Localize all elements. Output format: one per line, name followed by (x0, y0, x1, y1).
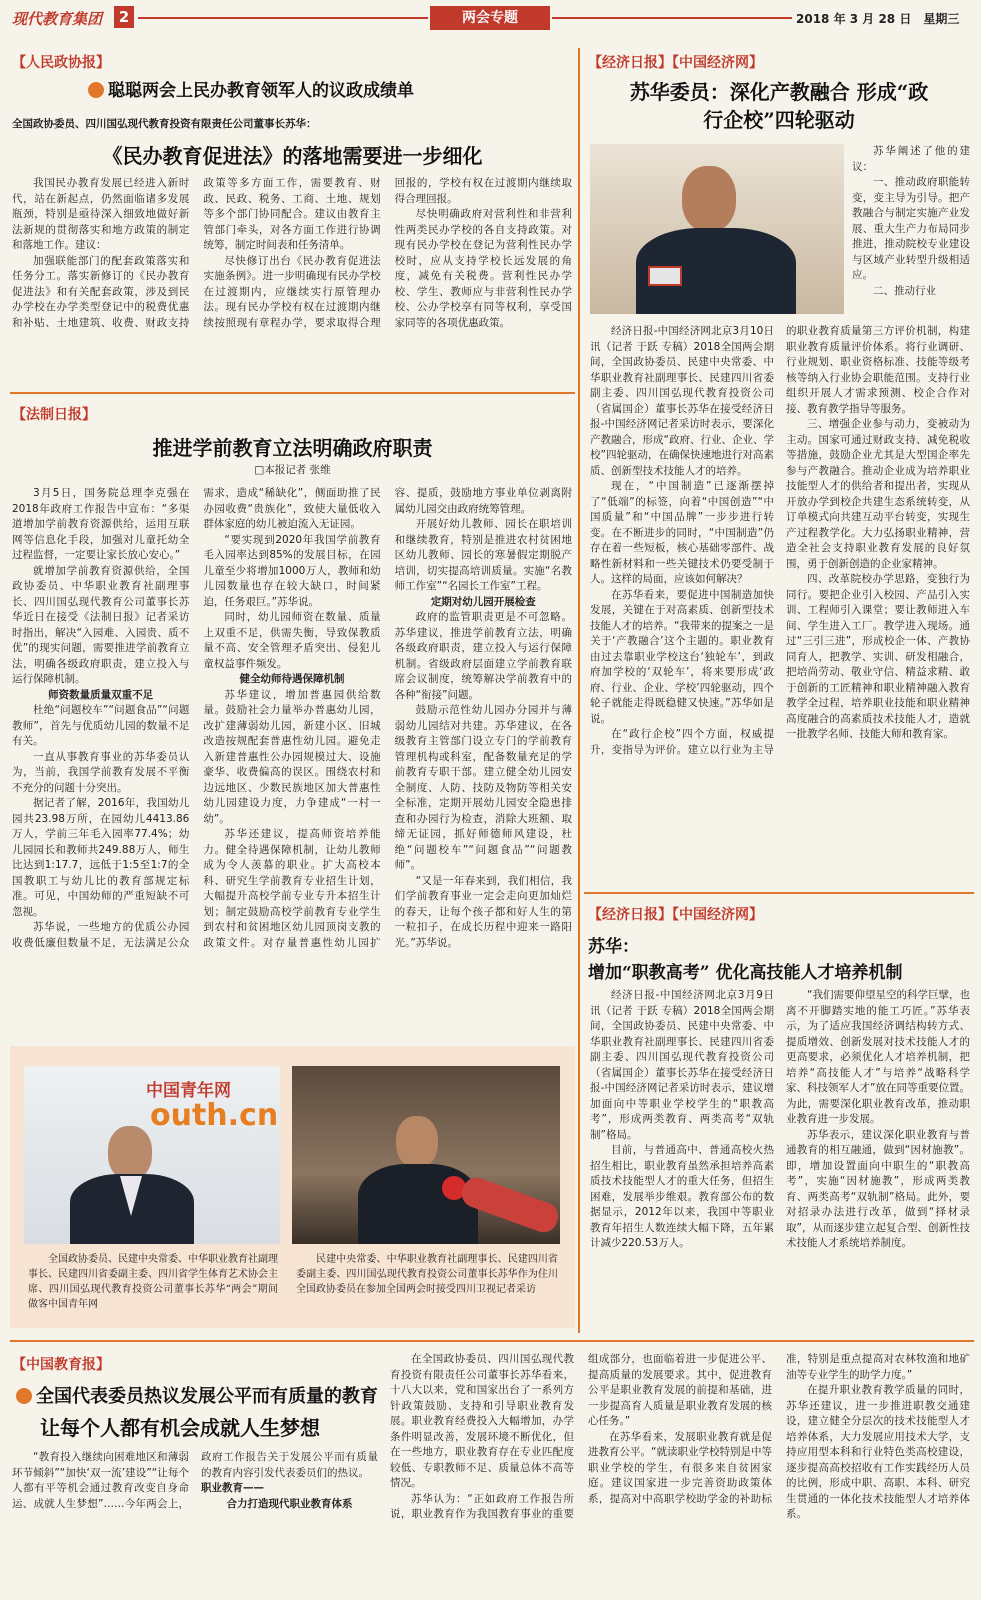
header-rule-left (138, 17, 428, 19)
photo-caption-1: 全国政协委员、民建中央常委、中华职业教育社副理事长、民建四川省委副主委、四川省学生体育艺术协会主席、四川国弘现代教育投资公司董事长苏华“两会”期间做客中国青年网 (28, 1254, 278, 1310)
person-head (682, 166, 736, 232)
paragraph: 尽快修订出台《民办教育促进法实施条例》。进一步明确现有民办学校在过渡期内，应继续实行原管理办法。现有民办学校有权在过渡期内继续按照现有章程办学，要求取得合理回报的，学校有权在过渡期内继续取得合理回报。 (203, 177, 572, 329)
paragraph: 3月5日，国务院总理李克强在2018年政府工作报告中宣布：“多渠道增加学前教育资源供给，运用互联网等信息化手段，加强对儿童托幼全过程监督，一定要让家长放心安心。” (12, 487, 190, 561)
article-source: 【经济日报】【中国经济网】 (588, 55, 763, 71)
paragraph: 在苏华看来，发展职业教育就是促进教育公平。“就读职业学校特别是中等职业学校的学生，有很多来自贫困家庭。建议国家进一步完善资助政策体系，提高对中高职学校助学金的补助标准，特别是重点提高对农林牧渔和地矿油等专业学生的助学力度。” (588, 1353, 970, 1505)
article-body (12, 176, 572, 386)
paragraph: 尽快明确政府对营利性和非营利性两类民办学校的各自支持政策。对现有民办学校在登记为营利性民办学校时，应从支持学校长远发展的角度，减免有关税费。营利性民办学校、学生、教师应与非营利性民办学校、公办学校享有同等权利，享受国家同等的各项优惠政策。 (394, 208, 572, 329)
photo-box (10, 1046, 575, 1328)
paragraph: 经济日报-中国经济网北京3月9日讯（记者 于跃 专稿）2018全国两会期间，全国政协委员、民建中央常委、中华职业教育社副理事长、民建四川省委副主委、四川国弘现代教育投资公司（省属国企）董事长苏华在接受经济日报-中国经济网记者采访时表示，建议增加面向中等职业学校学生的“职教高考”，形成两类教育、两类高考“双轨制”格局。 (590, 989, 774, 1141)
section-divider (10, 1340, 974, 1342)
paragraph: 同时，幼儿园师资在数量、质量上双重不足，供需失衡，导致保教质量不高、安全管理矛盾突出、侵犯儿童权益事件频发。 (203, 611, 381, 670)
masthead: 现代教育集团 (12, 10, 103, 28)
photo-caption-2: 民建中央常委、中华职业教育社副理事长、民建四川省委副主委、四川国弘现代教育投资公司董事长苏华作为住川全国政协委员在参加全国两会时接受四川卫视记者采访 (296, 1254, 558, 1295)
paragraph: 开展好幼儿教师、园长在职培训和继续教育，特别是推进农村贫困地区幼儿教师、园长的寒暑假定期脱产培训，切实提高培训质量。实施“名教师工作室”“名园长工作室”工程。 (394, 518, 572, 592)
side-column (852, 144, 970, 316)
paragraph: 在提升职业教育教学质量的同时，苏华还建议，进一步推进职教交通建设，建立健全分层次的技术技能型人才培养体系，大力发展应用技术大学，支持应用型本科和行业特色类高校建设，逐步提高高校招收有工作实践经历人员的比例，形成中职、高职、本科、研究生贯通的一体化技术技能型人才培养体系。 (786, 1384, 970, 1520)
title-text: 全国代表委员热议发展公平而有质量的教育 (36, 1386, 378, 1407)
subheading: 合力打造现代职业教育体系 (226, 1497, 353, 1510)
microphone-icon (648, 266, 682, 286)
paragraph: 就增加学前教育资源供给，全国政协委员、中华职业教育社副理事长、四川国弘现代教育公司董事长苏华近日在接受《法制日报》记者采访时指出，解决“入园难、入园贵、质不优”的现实问题，需要推进学前教育立法，明确各级政府职责，建立投入与运行保障机制。 (12, 564, 190, 685)
photo1-logo-sub: outh.cn (150, 1098, 279, 1133)
article-source: 【中国教育报】 (12, 1357, 110, 1373)
page-number: 2 (114, 6, 134, 28)
article-4 (584, 898, 974, 1330)
section-divider (10, 392, 575, 394)
article-title-line1 (16, 1382, 378, 1408)
paragraph: 经济日报-中国经济网北京3月10日讯（记者 于跃 专稿）2018全国两会期间，全国政协委员、民建中央常委、中华职业教育社副理事长、民建四川省委副主委、四川国弘现代教育投资公司（省属国企）董事长苏华在接受经济日报-中国经济网记者采访时表示，要深化产教融合，形成“政府、行业、企业、学校”四轮驱动，在确保快速地进行对高素质、创新型技术技能人才的培养。 (590, 325, 774, 477)
article-source: 【法制日报】 (12, 407, 96, 423)
article-photo (590, 144, 844, 314)
article-name: 苏华： (588, 937, 639, 957)
article-body-right (390, 1352, 970, 1596)
header-rule-right (552, 17, 792, 19)
person-body (358, 1164, 478, 1244)
article-title-line1: 苏华委员：深化产教融合 形成“政 (629, 80, 929, 104)
page-header (0, 0, 981, 38)
paragraph: 一、推动政府职能转变，变主导为引导。把产教融合与制定实施产业发展、重大生产力布局同步推进，推动院校专业建设与区域产业转型升级相适应。 (852, 176, 970, 281)
article-kicker (88, 76, 414, 101)
article-byline: 全国政协委员、四川国弘现代教育投资有限责任公司董事长苏华： (12, 118, 317, 130)
article-3 (584, 48, 974, 888)
paragraph: 杜绝“问题校车”“问题食品”“问题教师”，首先与优质幼儿园的数量不足有关。 (12, 704, 190, 747)
paragraph: 据记者了解，2016年，我国幼儿园共23.98万所，在园幼儿4413.86万人，学前三年毛入园率77.4%；幼儿园园长和教师共249.88万人，师生比达到1:17.7，远低于1:5至1:7的全国教职工与幼儿比的教育部规定标准。可见，中国幼师的严重短缺不可忽视。 (12, 797, 190, 918)
paragraph: 现在，“中国制造”已逐渐摆掉了“低端”的标签，向着“中国创造”“中国质量”和“中国品牌”一步步进行转变。在不断进步的同时，“中国制造”仍存在着一些短板，核心基础零部件、战略性新材料和一些关键技术仍要受制于人。这样的局面，应该如何解决？ (590, 480, 774, 585)
article-title: 《民办教育促进法》的落地需要进一步细化 (102, 144, 483, 168)
article-byline: □本报记者 张维 (254, 464, 331, 476)
paragraph: 四、改革院校办学思路，变独行为同行。要把企业引入校园、产品引入实训、工程师引入课堂；要让教师进入车间、学生进入工厂。教学进入现场。通过“三引三进”，形成校企一体、产教协同育人，把教学、实训、研发相融合，把培尚劳动、敬业守信、精益求精、敢于创新的工匠精神和职业精神融入教育教学全过程，培养职业技能和职业精神高度融合的高素质技术技能人才，造就一批教学名师、技能大师和教育家。 (786, 573, 970, 740)
paragraph: 在苏华看来，要促进中国制造加快发展，关键在于对高素质、创新型技术技能人才的培养。“我带来的提案之一是关于‘产教融合’这个主题的。职业教育由过去靠职业学校这台‘独轮车’，到政府加学校的‘双轮车’，将来要形成‘政府、行业、企业、学校’四轮驱动，四个轮子就能走得既稳健又快速。”苏华如是说。 (590, 588, 774, 725)
article-body-left (12, 1450, 378, 1596)
paragraph: 政府的监管职责更是不可忽略。苏华建议，推进学前教育立法，明确各级政府职责，建立投入与运行保障机制。省级政府层面建立学前教育联席会议制度，统筹解决学前教育中的各种“衔接”问题。 (394, 611, 572, 701)
paragraph: 鼓励示范性幼儿园办分园并与薄弱幼儿园结对共建。苏华建议，在各级教育主管部门设立专门的学前教育管理机构或科室，配备数量充足的学前教育专职干部。建立健全幼儿园安全制度、人防、技防及物防等相关安全标准，定期开展幼儿园安全隐患排查和办园行为检查，消除大班额、取缔无证园，抓好师德师风建设，杜绝“问题校车”“问题食品”“问题教师”。 (394, 704, 572, 871)
photo-2 (292, 1066, 560, 1244)
paragraph: 在“政行企校”四个方面，权威提升，变指导为评价。建立以行业为主导的职业教育质量第三方评价机制，构建职业教育质量评价体系。将行业调研、行业规划、职业资格标准、技能等级考核等纳入行业协会职能范围。支持行业组织开展人才需求预测、校企合作对接、教育教学指导等服务。 (590, 325, 970, 756)
article-5 (10, 1346, 974, 1596)
section-banner: 两会专题 (430, 6, 550, 30)
paragraph: 苏华说，一些地方的优质公办园收费低廉但数量不足，无法满足公众需求，造成“稀缺化”，侧面助推了民办园收费“贵族化”，致使大量低收入群体家庭的幼儿被迫流入无证园。 (12, 487, 381, 949)
article-title-line2: 让每个人都有机会成就人生梦想 (40, 1416, 320, 1440)
paragraph: 在全国政协委员、四川国弘现代教育投资有限责任公司董事长苏华看来，十八大以来，党和国家出台了一系列方针政策鼓励、支持和引导职业教育发展。职业教育经费投入大幅增加，办学条件明显改善，发展环境不断优化，但在一些地方，职业教育存在专业匹配度较低、专职教师不足、质量总体不高等情况。 (390, 1353, 574, 1489)
paragraph: 目前，与普通高中、普通高校火热招生相比，职业教育虽然承担培养高素质技术技能型人才的重大任务，但招生困难，发展举步维艰。教育部公布的数据显示，2012年以来，我国中等职业教育年招生人数连续大幅下降，五年累计减少220.53万人。 (590, 1144, 774, 1249)
paragraph: “教育投入继续向困难地区和薄弱环节倾斜”“加快‘双一流’建设”“让每个人都有平等机会通过教育改变自身命运、成就人生梦想”……今年两会上，政府工作报告关于发展公平而有质量的教育内容引发代表委员们的热议。 (12, 1451, 378, 1510)
paragraph: 苏华表示，建议深化职业教育与普通教育的相互融通，做到“因材施教”。即，增加设置面向中职生的“职教高考”，实施“因材施教”，形成两类教育、两类高考“双轨制”格局。此外，要对招录办法进行改革，做到“择材录取”，从而逐步建立起复合型、创新性技术技能人才系统培养制度。 (786, 1128, 970, 1249)
article-title-line2: 行企校”四轮驱动 (703, 108, 855, 132)
paragraph: “要实现到2020年我国学前教育毛入园率达到85%的发展目标，在园儿童至少将增加1000万人，教师和幼儿园数量也存在较大缺口，时间紧迫，任务艰巨。”苏华说。 (203, 533, 381, 608)
paragraph: “我们需要仰望星空的科学巨擘，也离不开脚踏实地的能工巧匠。”苏华表示，为了适应我国经济调结构转方式、提质增效、创新发展对技术技能人才的更高要求，必须优化人才培养机制，把培养“高技能人才”与培养“战略科学家、科技领军人才”放在同等重要位置。为此，需要深化职业教育改革，推动职业教育进一步发展。 (786, 989, 970, 1125)
subheading: 健全幼师待遇保障机制 (239, 673, 345, 685)
article-source: 【经济日报】【中国经济网】 (588, 907, 763, 923)
paragraph: 我国民办教育发展已经进入新时代，站在新起点，仍然面临诸多发展瓶颈，特别是亟待深入细致地做好新法新规的贯彻落实和地方政策的制定和落地工作。建议： (12, 177, 190, 251)
subheading: 定期对幼儿园开展检查 (430, 595, 536, 608)
paragraph: 苏华建议，增加普惠园供给数量。鼓励社会力量举办普惠幼儿园，改扩建薄弱幼儿园，新建小区、旧城改造按规配套普惠性幼儿园。避免走入新建普惠性公办园规模过大、设施豪华、收费偏高的误区。围绕农村和边远地区、少数民族地区加大普惠性幼儿园建设力度，力争建成“一村一幼”。 (203, 688, 381, 825)
bullet-dot-icon (88, 82, 104, 98)
article-2 (10, 398, 575, 1038)
article-body (590, 324, 970, 884)
article-1 (10, 48, 575, 388)
subheading: 师资数量质量双重不足 (48, 688, 154, 701)
article-body (12, 486, 572, 1036)
person-head (108, 1126, 152, 1180)
bullet-dot-icon (16, 1388, 32, 1404)
subheading: 职业教育—— (201, 1482, 264, 1494)
section-divider (584, 892, 974, 894)
paragraph: “又是一年春来到，我们相信，我们学前教育事业一定会走向更加灿烂的春天，让每个孩子都和好人生的第一粒扣子，在成长历程中迎来一路阳光。”苏华说。 (394, 874, 572, 949)
photo1-logo: 中国青年网 (146, 1081, 231, 1101)
kicker-text: 聪聪两会上民办教育领军人的议政成绩单 (108, 81, 414, 101)
paragraph: 苏华阐述了他的建议： (852, 145, 970, 173)
paragraph: 苏华认为：“正如政府工作报告所说，职业教育作为我国教育事业的重要组成部分，也面临着进一步促进公平、提高质量的发展要求。其中，促进教育公平是职业教育发展的前提和基础，进一步提高育人质量是职业教育发展的核心任务。” (390, 1353, 772, 1520)
article-body (590, 988, 970, 1328)
paragraph: 苏华还建议，提高师资培养能力。健全待遇保障机制，让幼儿教师成为令人羡慕的职业。扩大高校本科、研究生学前教育专业招生计划，大幅提升高校学前专业专升本招生计划；制定鼓励高校学前教育专业学生到农村和贫困地区幼儿园顶岗支教的政策文件。对存量普惠性幼儿园扩容、提质，鼓励地方事业单位剥离附属幼儿园交由政府统筹管理。 (203, 487, 572, 949)
photo-1 (24, 1066, 280, 1244)
article-title: 增加“职教高考” 优化高技能人才培养机制 (588, 963, 903, 983)
person-head (396, 1116, 438, 1168)
paragraph: 二、推动行业 (873, 284, 936, 297)
paragraph: 加强联能部门的配套政策落实和任务分工。落实新修订的《民办教育促进法》和有关配套政策，涉及到民办学校在办学类型登记中的税费优惠和补贴、土地建筑、收费、财政支持政策等多方面工作，需要教育、财政、民政、税务、工商、土地、规划等多个部门协同配合。建议由教育主管部门牵头，对各方面工作进行协调统筹，制定时间表和任务清单。 (12, 177, 381, 329)
article-source: 【人民政协报】 (12, 55, 110, 71)
paragraph: 三、增强企业参与动力，变被动为主动。国家可通过财政支持、减免税收等措施，鼓励企业尤其是大型国企率先参与产教融合。推动企业成为培养职业技能型人才的供给者和提出者，实现从开放办学到校企共建生态系统转变，从订单模式向共建互动平台转变，实现生产过程教学化。大力弘扬职业精神，营造全社会支持职业教育发展的良好氛围，勇于创新创造的企业家精神。 (786, 418, 970, 570)
article-title: 推进学前教育立法明确政府职责 (152, 436, 433, 460)
paragraph: 一直从事教育事业的苏华委员认为，当前，我国学前教育发展不平衡不充分的问题十分突出。 (12, 750, 190, 794)
issue-date: 2018 年 3 月 28 日 星期三 (796, 12, 960, 26)
column-divider (578, 48, 580, 1333)
